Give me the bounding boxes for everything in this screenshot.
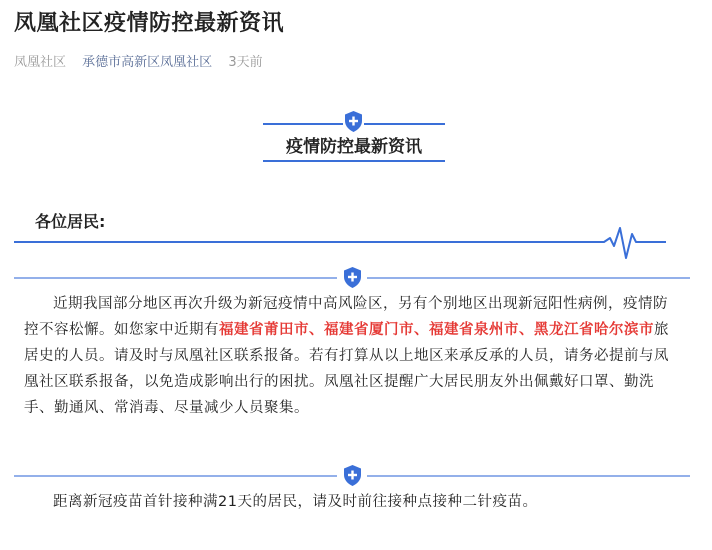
section-divider — [14, 268, 690, 288]
notice-text-b: 旅居史的人员。请及时与凤凰社区联系报备。若有打算从以上地区来承反承的人员，请务必提前与凤凰社区联系报备，以免造成影响出行的困扰。凤凰社区提醒广大居民朋友外出佩戴好口罩、勤洗手、勤通风、常消毒、尽量减少人员聚集。 — [24, 322, 669, 416]
banner-title: 疫情防控最新资讯 — [286, 137, 422, 157]
shield-plus-icon — [342, 464, 363, 487]
article-title: 凤凰社区疫情防控最新资讯 — [14, 11, 285, 36]
greeting-text: 各位居民: — [35, 212, 106, 231]
banner-bottom-line — [263, 160, 445, 162]
meta-author-link[interactable]: 承德市高新区凤凰社区 — [82, 55, 213, 70]
meta-source: 凤凰社区 — [14, 55, 67, 70]
shield-plus-icon — [342, 266, 363, 289]
vaccine-paragraph: 距离新冠疫苗首针接种满21天的居民，请及时前往接种点接种二针疫苗。 — [53, 494, 538, 510]
shield-plus-icon — [343, 110, 364, 133]
divider-shield — [337, 461, 367, 491]
notice-paragraph — [24, 291, 674, 421]
section-divider — [14, 466, 690, 486]
article-meta — [14, 51, 275, 70]
risk-areas-highlight: 福建省莆田市、福建省厦门市、福建省泉州市、黑龙江省哈尔滨市 — [219, 322, 654, 338]
meta-time: 3天前 — [228, 55, 263, 70]
notice-text-a: 近期我国部分地区再次升级为新冠疫情中高风险区，另有个别地区出现新冠阳性病例，疫情防控不容松懈。如您家中近期有 — [24, 296, 668, 338]
section-banner — [263, 112, 445, 162]
divider-shield — [337, 263, 367, 293]
heartbeat-line-icon — [14, 226, 666, 260]
